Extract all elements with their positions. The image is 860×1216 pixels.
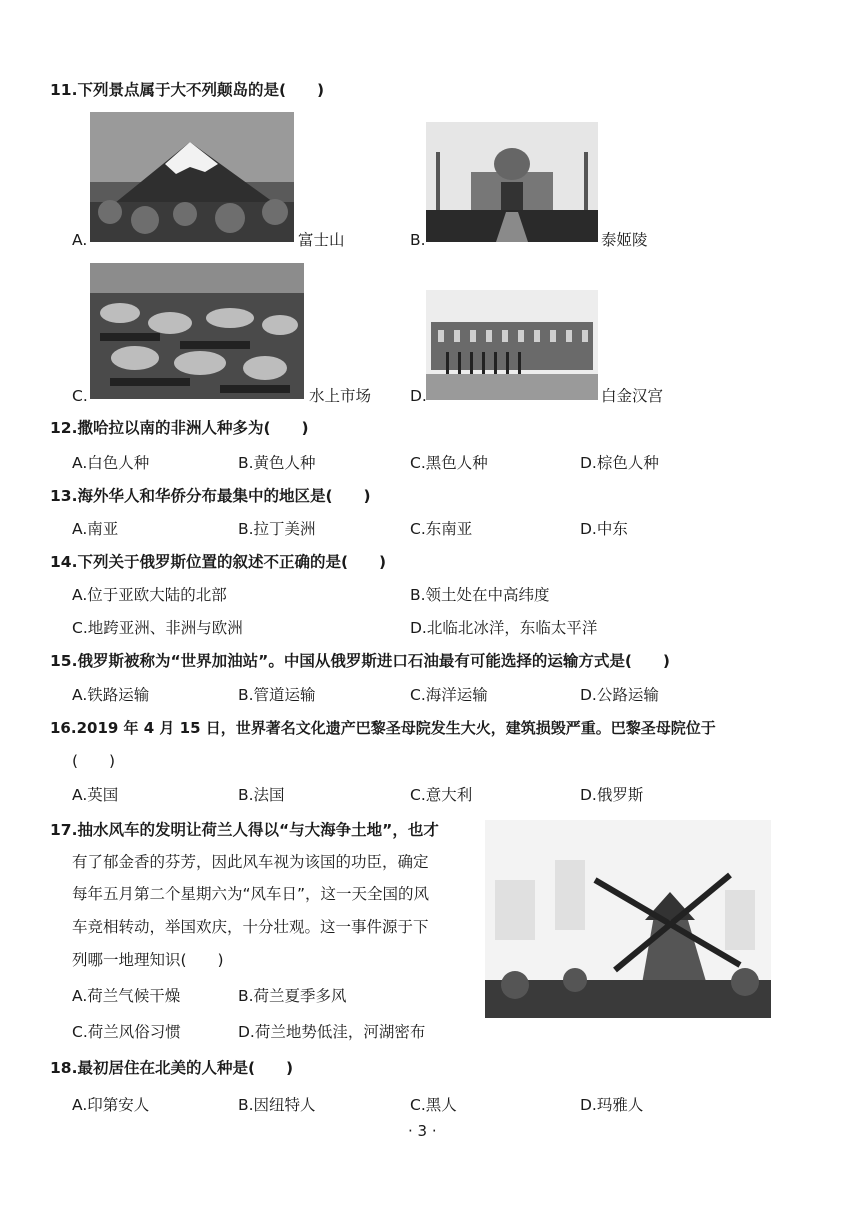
option-12d: D.棕色人种 bbox=[580, 454, 659, 472]
option-14d: D.北临北冰洋，东临太平洋 bbox=[410, 619, 598, 637]
option-13b: B.拉丁美洲 bbox=[238, 520, 316, 538]
option-15c: C.海洋运输 bbox=[410, 686, 488, 704]
question-11-stem: 11.下列景点属于大不列颠岛的是( ) bbox=[50, 81, 325, 99]
option-11b-label: B. bbox=[410, 231, 426, 249]
option-15d: D.公路运输 bbox=[580, 686, 659, 704]
page-number: · 3 · bbox=[408, 1122, 437, 1140]
option-16a: A.英国 bbox=[72, 786, 119, 804]
question-17-stem-line3: 每年五月第二个星期六为“风车日”，这一天全国的风 bbox=[72, 885, 430, 903]
option-13c: C.东南亚 bbox=[410, 520, 473, 538]
option-11d-caption: 白金汉宫 bbox=[601, 387, 664, 405]
option-11a-label: A. bbox=[72, 231, 88, 249]
option-17a: A.荷兰气候干燥 bbox=[72, 987, 181, 1005]
option-15b: B.管道运输 bbox=[238, 686, 316, 704]
question-17-stem-line4: 车竞相转动，举国欢庆，十分壮观。这一事件源于下 bbox=[72, 918, 429, 936]
option-11c-label: C. bbox=[72, 387, 88, 405]
question-15-stem: 15.俄罗斯被称为“世界加油站”。中国从俄罗斯进口石油最有可能选择的运输方式是( ) bbox=[50, 652, 671, 670]
option-12c: C.黑色人种 bbox=[410, 454, 488, 472]
option-16d: D.俄罗斯 bbox=[580, 786, 644, 804]
option-18c: C.黑人 bbox=[410, 1096, 457, 1114]
option-11b-caption: 泰姬陵 bbox=[601, 231, 648, 249]
option-16b: B.法国 bbox=[238, 786, 285, 804]
option-12a: A.白色人种 bbox=[72, 454, 150, 472]
option-18d: D.玛雅人 bbox=[580, 1096, 644, 1114]
option-14c: C.地跨亚洲、非洲与欧洲 bbox=[72, 619, 243, 637]
option-11a-caption: 富士山 bbox=[298, 231, 345, 249]
option-17b: B.荷兰夏季多风 bbox=[238, 987, 347, 1005]
taj-mahal-photo bbox=[426, 122, 598, 242]
option-12b: B.黄色人种 bbox=[238, 454, 316, 472]
option-15a: A.铁路运输 bbox=[72, 686, 150, 704]
option-18b: B.因纽特人 bbox=[238, 1096, 316, 1114]
option-11c-caption: 水上市场 bbox=[309, 387, 372, 405]
floating-market-photo bbox=[90, 263, 304, 399]
question-16-stem: 16.2019 年 4 月 15 日，世界著名文化遗产巴黎圣母院发生大火，建筑损毁严重。巴黎圣母院位于 bbox=[50, 719, 716, 737]
buckingham-palace-photo bbox=[426, 290, 598, 400]
mount-fuji-photo bbox=[90, 112, 294, 242]
option-13a: A.南亚 bbox=[72, 520, 119, 538]
option-13d: D.中东 bbox=[580, 520, 628, 538]
question-17-stem-line1: 17.抽水风车的发明让荷兰人得以“与大海争土地”，也才 bbox=[50, 821, 439, 839]
option-18a: A.印第安人 bbox=[72, 1096, 150, 1114]
option-14b: B.领土处在中高纬度 bbox=[410, 586, 550, 604]
option-17c: C.荷兰风俗习惯 bbox=[72, 1023, 181, 1041]
question-17-stem-line5: 列哪一地理知识( ) bbox=[72, 951, 224, 969]
windmill-photo bbox=[485, 820, 771, 1018]
question-12-stem: 12.撒哈拉以南的非洲人种多为( ) bbox=[50, 419, 309, 437]
question-18-stem: 18.最初居住在北美的人种是( ) bbox=[50, 1059, 294, 1077]
question-16-blank: ( ) bbox=[72, 752, 116, 770]
question-14-stem: 14.下列关于俄罗斯位置的叙述不正确的是( ) bbox=[50, 553, 387, 571]
option-17d: D.荷兰地势低洼，河湖密布 bbox=[238, 1023, 426, 1041]
question-13-stem: 13.海外华人和华侨分布最集中的地区是( ) bbox=[50, 487, 371, 505]
option-14a: A.位于亚欧大陆的北部 bbox=[72, 586, 227, 604]
option-16c: C.意大利 bbox=[410, 786, 473, 804]
option-11d-label: D. bbox=[410, 387, 427, 405]
question-17-stem-line2: 有了郁金香的芬芳，因此风车视为该国的功臣，确定 bbox=[72, 853, 429, 871]
